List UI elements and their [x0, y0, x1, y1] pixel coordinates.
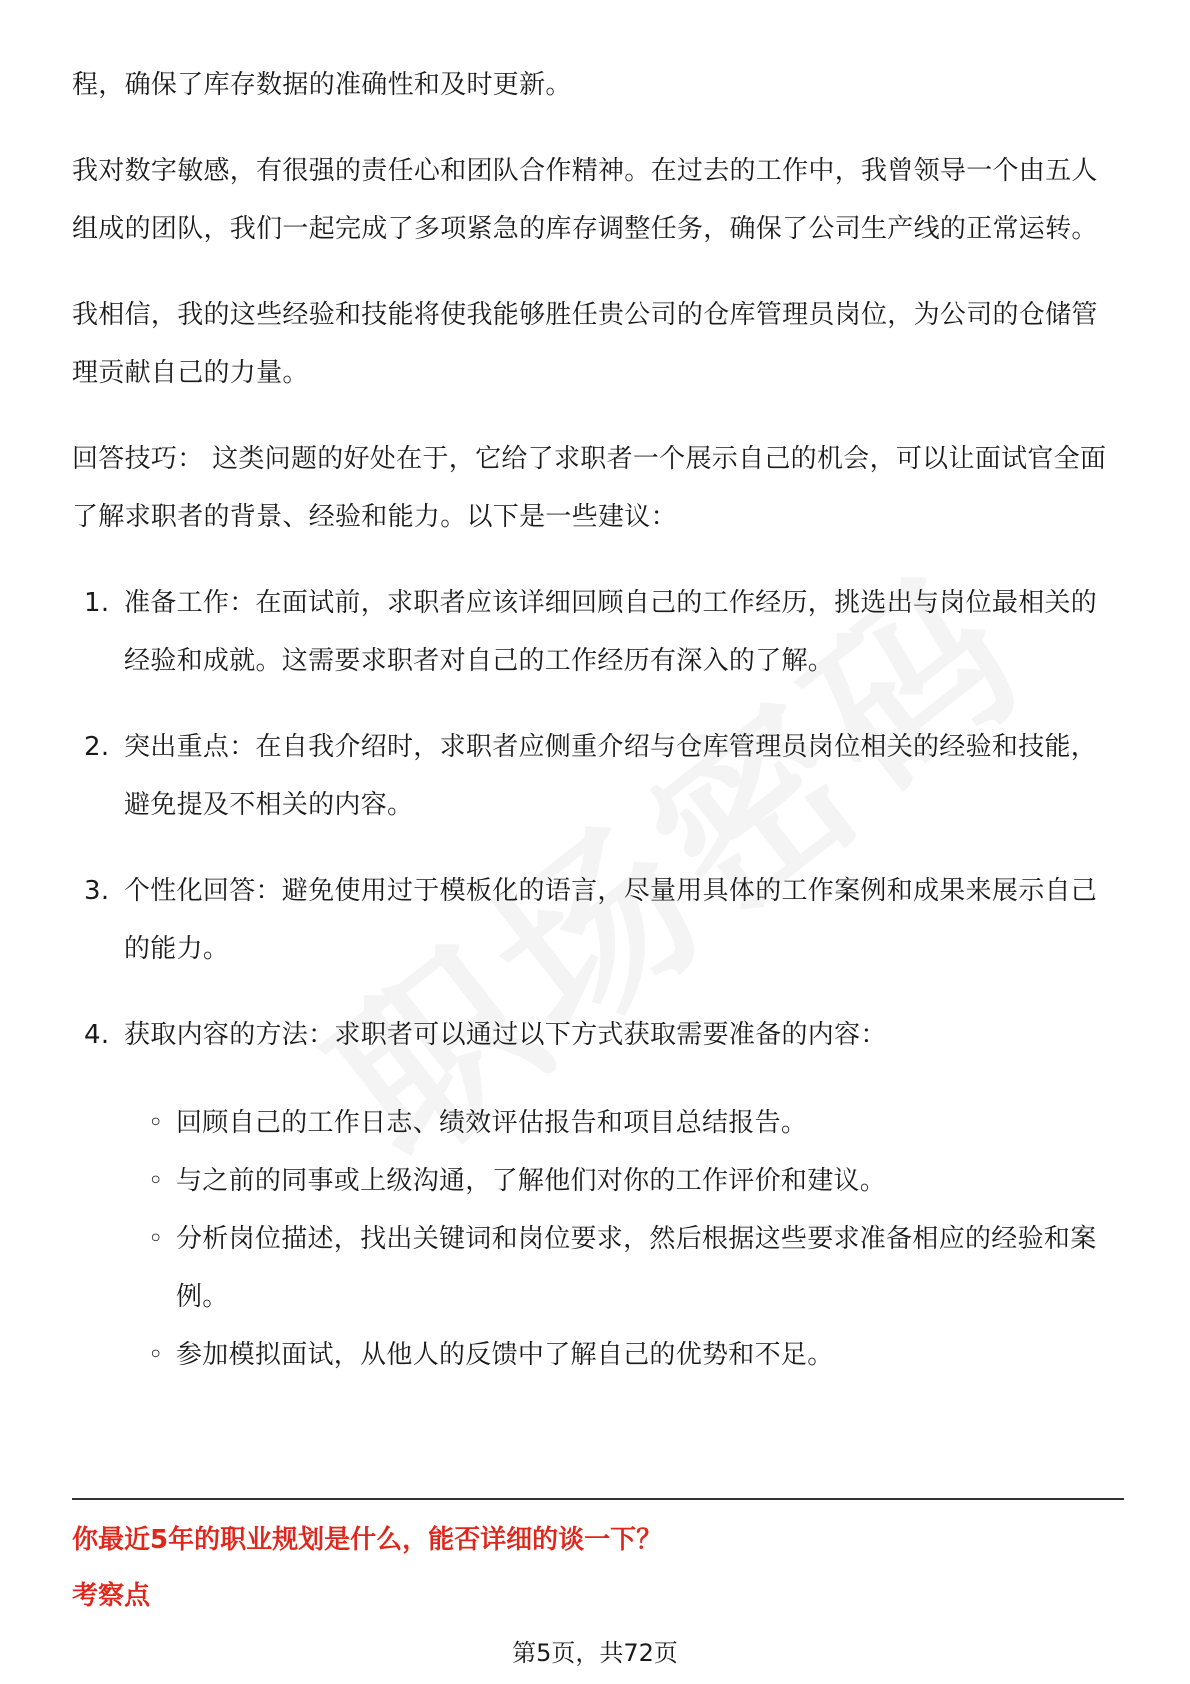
list-item-text: 准备工作：在面试前，求职者应该详细回顾自己的工作经历，挑选出与岗位最相关的经验和成就。这需要求职者对自己的工作经历有深入的了解。: [124, 588, 1098, 676]
methods-list: [72, 1094, 1122, 1384]
bullet-icon: ◦: [148, 1108, 164, 1138]
section-divider: [72, 1498, 1124, 1500]
page-number: 第5页，共72页: [512, 1639, 678, 1667]
list-item-text: 突出重点：在自我介绍时，求职者应侧重介绍与仓库管理员岗位相关的经验和技能，避免提及不相关的内容。: [124, 732, 1098, 820]
list-item: [72, 1152, 1122, 1210]
bullet-icon: ◦: [148, 1340, 164, 1370]
list-item: [72, 718, 1122, 834]
next-question-heading: 你最近5年的职业规划是什么，能否详细的谈一下？: [72, 1525, 663, 1555]
paragraph-continuation: 程，确保了库存数据的准确性和及时更新。: [72, 70, 572, 100]
list-number: 2.: [84, 732, 110, 762]
next-section-label: 考察点: [72, 1581, 151, 1611]
list-item-text: 参加模拟面试，从他人的反馈中了解自己的优势和不足。: [176, 1340, 834, 1370]
list-item: [72, 1094, 1122, 1152]
paragraph-conclusion: 我相信，我的这些经验和技能将使我能够胜任贵公司的仓库管理员岗位，为公司的仓储管理贡献自己的力量。: [72, 300, 1098, 388]
tips-list: [72, 574, 1122, 1064]
bullet-icon: ◦: [148, 1224, 164, 1254]
list-item-text: 回顾自己的工作日志、绩效评估报告和项目总结报告。: [176, 1108, 808, 1138]
list-item: [72, 1210, 1122, 1326]
list-item-text: 个性化回答：避免使用过于模板化的语言，尽量用具体的工作案例和成果来展示自己的能力。: [124, 876, 1098, 964]
bullet-icon: ◦: [148, 1166, 164, 1196]
paragraph-answer-tips: 回答技巧： 这类问题的好处在于，它给了求职者一个展示自己的机会，可以让面试官全面了解求职者的背景、经验和能力。以下是一些建议：: [72, 444, 1107, 532]
paragraph-teamwork: 我对数字敏感，有很强的责任心和团队合作精神。在过去的工作中，我曾领导一个由五人组成的团队，我们一起完成了多项紧急的库存调整任务，确保了公司生产线的正常运转。: [72, 156, 1098, 244]
list-number: 3.: [84, 876, 110, 906]
list-item-text: 获取内容的方法：求职者可以通过以下方式获取需要准备的内容：: [124, 1020, 887, 1050]
list-item: [72, 574, 1122, 690]
list-item: [72, 1006, 1122, 1064]
document-body: [72, 56, 1122, 1384]
list-item: [72, 1326, 1122, 1384]
list-item-text: 分析岗位描述，找出关键词和岗位要求，然后根据这些要求准备相应的经验和案例。: [176, 1224, 1097, 1312]
list-item: [72, 862, 1122, 978]
list-number: 1.: [84, 588, 110, 618]
list-item-text: 与之前的同事或上级沟通，了解他们对你的工作评价和建议。: [176, 1166, 887, 1196]
list-number: 4.: [84, 1020, 110, 1050]
